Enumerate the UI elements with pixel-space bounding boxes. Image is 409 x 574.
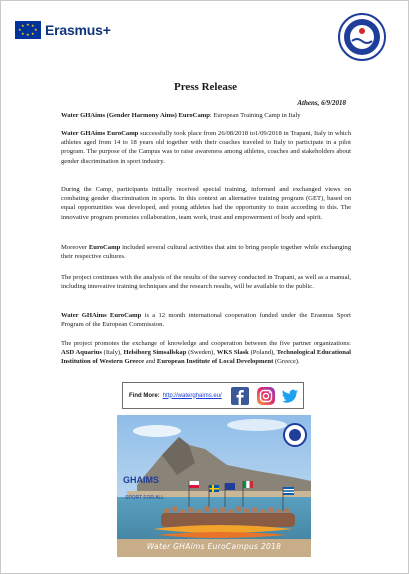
erasmus-logo: [15, 21, 111, 39]
page-title: Press Release: [173, 81, 238, 93]
paragraph-cultural: [61, 243, 351, 261]
photo-caption: Water GHAims EuroCampus 2018: [146, 542, 282, 551]
group-photo: [117, 415, 311, 557]
paragraph-continuation: The project continues with the analysis of the results of the survey conducted in Trapani, as well as a manual, including innovative training techniques and the research results, will be available to the public.: [61, 274, 351, 291]
partners-sep-2: (Sweden),: [186, 349, 217, 357]
partners-sep-3: (Poland),: [248, 349, 277, 357]
dateline: Athens, 6/9/2018: [297, 99, 346, 107]
waterghaims-badge-icon: [338, 13, 386, 61]
intro-rest: successfully took place from 26/08/2018 to1/09/2018 in Trapani, Italy in which athletes aged from 14 to 18 years old together with their coaches traveled to Italy to participate in a pilot program. The purpose of the Campus was to raise awareness among athletes, coaches and stakeholders about gender discrimination in sport industry.: [61, 130, 351, 165]
partners-end: (Greece).: [273, 358, 300, 366]
partner-wks-slask: WKS Slask: [216, 349, 249, 357]
paragraph-partners: [61, 339, 351, 367]
erasmus-brand-text: Erasmus+: [45, 22, 111, 38]
subtitle-rest: : European Training Camp in Italy: [209, 112, 301, 119]
beach-scene-image: [117, 415, 311, 557]
paragraph-funding: [61, 311, 351, 329]
find-more-box: [122, 382, 304, 409]
partners-start: The project promotes the exchange of knowledge and cooperation between the five partner organizations:: [61, 340, 351, 347]
partners-sep-4: and: [144, 358, 157, 366]
ghaims-photo-logo-sub: SPORT FOR ALL: [125, 495, 164, 501]
eu-flag-icon: ★ ★ ★ ★ ★ ★ ★ ★: [15, 21, 41, 39]
paragraph-intro: [61, 129, 351, 166]
cultural-bold: EuroCamp: [88, 244, 121, 251]
paragraph-training: During the Camp, participants initially received special training, informed and exchanged views on combating gender discrimination in sports. In this context an alternative training program (GET), based on equal opportunities was developed, and young athletes had the opportunity to train according to this. The innovative program promotes collaboration, team work, trust and empowerment of body and spirit.: [61, 186, 351, 221]
website-link[interactable]: http://waterghaims.eu/: [162, 392, 222, 399]
subtitle-bold: Water GHAims (Gender Harmony Aims) EuroCamp: [61, 112, 210, 119]
instagram-icon[interactable]: [257, 387, 275, 405]
partner-helsiborg: Helsiborg Simsallskap: [123, 349, 187, 357]
paragraph-subtitle: [61, 111, 351, 120]
funding-bold: Water GHAims EuroCamp: [61, 312, 142, 319]
twitter-icon[interactable]: [281, 387, 299, 405]
intro-bold: Water GHAims EuroCamp: [61, 130, 139, 137]
cultural-start: Moreover: [61, 244, 89, 251]
cultural-rest: included several cultural activities that aim to bring people together while exchanging their respective cultures.: [61, 244, 351, 261]
partner-asd-aquarius: ASD Aquarius: [61, 349, 102, 357]
partner-eild: European Institute of Local Development: [156, 358, 274, 366]
partner-tei-western-greece: Technological Educational Institution of Western Greece: [61, 349, 352, 366]
find-more-label: Find More:: [129, 392, 160, 399]
ghaims-photo-logo: GHAIMS: [123, 475, 159, 485]
facebook-icon[interactable]: [231, 387, 249, 405]
funding-rest: is a 12 month international cooperation funded under the Erasmus Sport Program of the European Commission.: [61, 312, 351, 329]
partners-sep-1: (Italy),: [101, 349, 124, 357]
